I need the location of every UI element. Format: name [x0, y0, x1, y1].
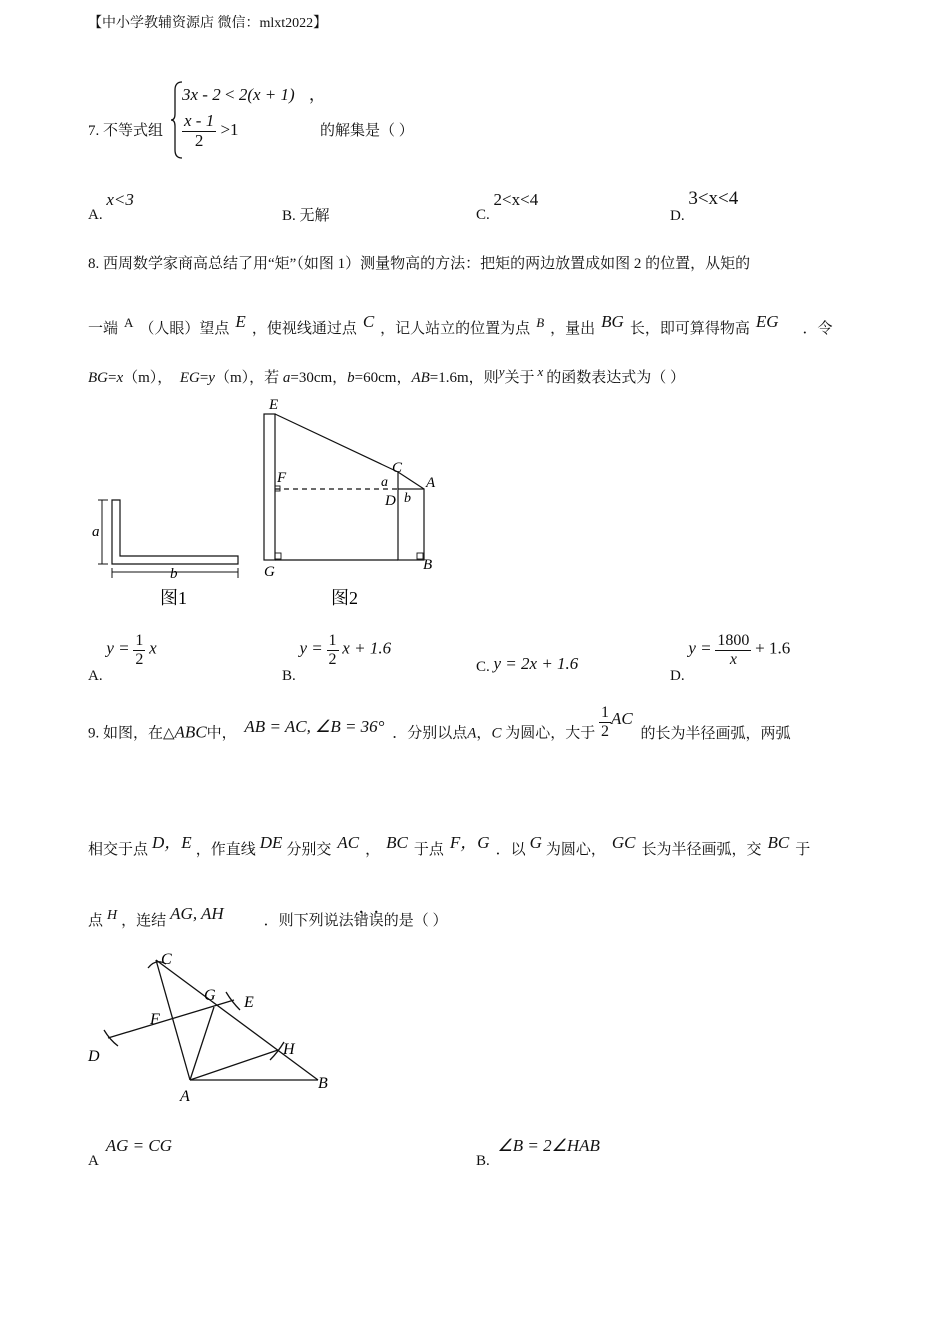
fig1-label-a: a: [92, 524, 100, 540]
fig9-label-f: F: [150, 1011, 160, 1028]
fig2-label-g: G: [264, 564, 275, 580]
q7-inequality-2: $\frac{x - 1}{2}$ >1: [184, 111, 239, 150]
q9-option-a[interactable]: A AG = CG: [88, 1136, 173, 1169]
fig2-label-f: F: [277, 470, 287, 486]
q9-option-b[interactable]: B. ∠B = 2∠HAB: [476, 1136, 600, 1169]
fig9-label-d: D: [88, 1048, 100, 1065]
q9-line-1: 9. 如图，在△ABC中， $^{AB = AC, \angle B = 36^\circ}$ ．分别以点A，C 为圆心，大于 $\frac{1}{2}$ AC 的长为半径画弧，两弧: [88, 704, 791, 742]
fig2-label-d: D: [385, 493, 396, 509]
fig2-label-a: A: [426, 475, 436, 491]
fig1-label-b: b: [170, 566, 178, 582]
q7-option-b[interactable]: B. 无解: [282, 208, 330, 224]
fig2-label-c: C: [392, 460, 403, 476]
q7-inequality-1: 3x - 2 < 2(x + 1) ，: [182, 85, 326, 104]
q9-line-3: 点 $^H$ ，连结 $^{AG, AH}$ ．则下列说法错误的是（ ）: [88, 904, 448, 929]
q8-line-1: 8. 西周数学家商高总结了用“矩”（如图 1）测量物高的方法：把矩的两边放置成如图 2 的位置，从矩的: [88, 256, 751, 272]
q8-line-2: 一端 $^A$ （人眼）望点 $^E$ ，使视线通过点 $^C$ ，记人站立的位置为点 $^B$ ，量出 $^{BG}$ 长，即可算得物高 $^{EG}$ ．令: [88, 312, 833, 337]
fig1-caption: 图1: [160, 588, 187, 608]
q8-line-3: BG=x（m）， EG=y（m），若 a=30cm，b=60cm，AB=1.6m，则$^y$关于 $^x$ 的函数表达式为（ ）: [88, 364, 686, 386]
fig9-label-a: A: [180, 1088, 190, 1105]
fig2-label-b: B: [423, 557, 433, 573]
fig2-caption: 图2: [331, 588, 358, 608]
q8-option-b[interactable]: B. y = $\frac{1}{2}$ x + 1.6: [282, 632, 392, 684]
fig9-label-h: H: [283, 1041, 295, 1058]
q8-figure-1: [88, 490, 248, 615]
fig9-label-e: E: [244, 994, 254, 1011]
q8-option-c[interactable]: C. y = 2x + 1.6: [476, 654, 579, 675]
q7-option-d[interactable]: D. 3<x<4: [670, 188, 739, 224]
fig2-label-a-small: a: [381, 475, 388, 490]
q7-option-a[interactable]: A. x<3: [88, 190, 134, 223]
fig9-label-g: G: [204, 987, 216, 1004]
fig2-label-e: E: [269, 397, 279, 413]
q8-figure-2: [255, 392, 455, 614]
q8-option-a[interactable]: A. y = $\frac{1}{2}$ x: [88, 632, 157, 684]
fig9-label-b: B: [318, 1075, 328, 1092]
page-header: 【中小学教辅资源店 微信：mlxt2022】: [88, 16, 328, 31]
q7-option-c[interactable]: C. 2<x<4: [476, 190, 539, 223]
q8-option-d[interactable]: D. y = $\frac{1800}{x}$ + 1.6: [670, 632, 791, 684]
q7-prefix: 7. 不等式组: [88, 123, 164, 139]
q9-figure: [84, 944, 344, 1106]
fig2-label-b-small: b: [404, 491, 411, 506]
fig9-label-c: C: [161, 951, 172, 968]
q7-suffix: 的解集是（ ）: [320, 123, 414, 139]
q9-line-2: 相交于点 $^{D,E}$ ，作直线 $^{DE}$ 分别交 $^{AC}$ ， $^{BC}$ 于点 $^{F,G}$ ．以 $^G$ 为圆心， $^{GC}$ 长为半径画弧，交 $^{BC}$ 于: [88, 833, 811, 858]
